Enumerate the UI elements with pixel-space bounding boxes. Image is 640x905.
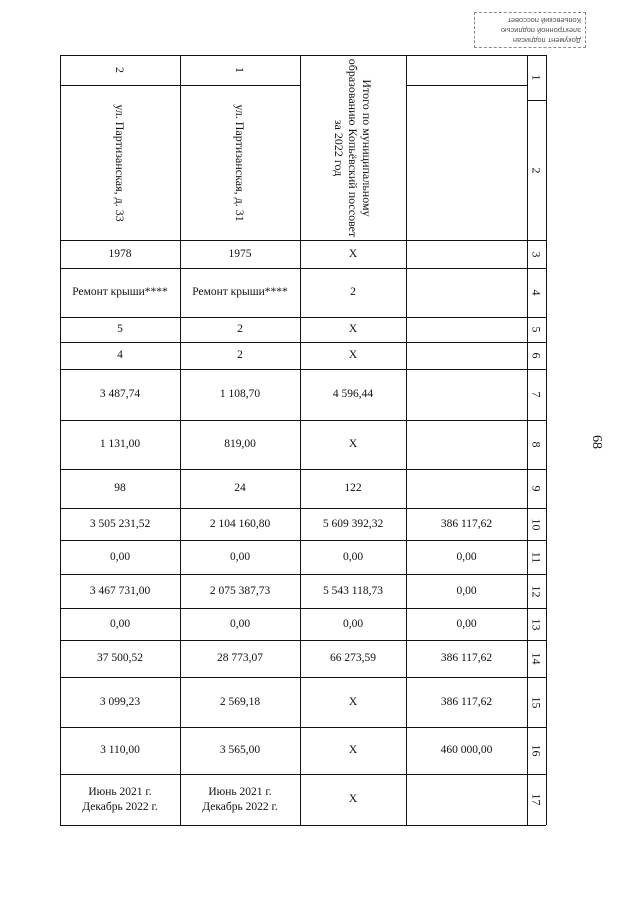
signature-stamp — [474, 12, 586, 48]
row-number-text: 17 — [529, 793, 544, 806]
row-number-text: 7 — [529, 391, 544, 398]
table-cell-extra — [406, 317, 527, 342]
table-cell-house33: 0,00 — [109, 617, 131, 630]
table-cell-total: Х — [348, 349, 358, 361]
row-number-text: 5 — [529, 326, 544, 333]
row-number — [527, 342, 545, 369]
row-number — [527, 469, 545, 508]
table-cell-extra — [406, 774, 527, 825]
table-cell-house31: Июнь 2021 г. Декабрь 2022 г. — [202, 785, 278, 813]
table-cell-house33: 3 110,00 — [100, 744, 140, 756]
row-number-text: 14 — [529, 652, 544, 665]
table-cell-house31: 1975 — [228, 247, 252, 260]
table-cell-extra — [406, 369, 527, 420]
table-cell-house33: 5 — [117, 323, 123, 335]
table-cell-extra: 386 117,62 — [440, 695, 493, 708]
row-number — [527, 727, 545, 774]
table-cell-house33: 3 487,74 — [99, 388, 141, 400]
row-number — [527, 420, 545, 469]
header-object-name — [180, 85, 300, 240]
table-cell-total: 5 609 392,32 — [322, 517, 384, 530]
header-total-label-text: Итого по муниципальному образованию Копьёвский поссовет за 2022 год — [332, 58, 374, 237]
table-cell-total: 0,00 — [342, 550, 364, 563]
table-cell-house31: 2 104 160,80 — [209, 517, 271, 530]
header-separator-rule — [406, 85, 527, 86]
table-cell-total: 66 273,59 — [330, 652, 376, 664]
row-number-text: 10 — [529, 518, 544, 530]
row-number-text: 1 — [529, 74, 544, 81]
table-cell-house31: 28 773,07 — [217, 652, 263, 664]
table-cell-house31: 819,00 — [224, 438, 256, 450]
header-total-label — [300, 55, 406, 240]
table-cell-house33: 1978 — [108, 247, 132, 260]
row-number — [527, 640, 545, 677]
table-cell-house31: 0,00 — [229, 617, 251, 630]
row-number — [527, 317, 545, 342]
stamp-line: электронной подписью — [500, 26, 581, 35]
row-number — [527, 100, 545, 240]
table-cell-house31: 2 569,18 — [219, 695, 261, 708]
table-cell-extra — [406, 342, 527, 369]
header-object-name-text: ул. Партизанская, д. 33 — [113, 103, 127, 222]
table-cell-house31: 2 — [237, 349, 243, 361]
table-cell-house31: 2 075 387,73 — [209, 584, 271, 597]
row-number-text: 2 — [529, 167, 544, 173]
row-number — [527, 608, 545, 640]
table-cell-total: Х — [348, 744, 358, 756]
table-cell-total: 4 596,44 — [332, 388, 374, 400]
stamp-line: Копьевский поссовет — [507, 16, 581, 25]
table-cell-house31: 1 108,70 — [219, 388, 261, 400]
stamp-line: Документ подписан — [512, 36, 581, 45]
row-number-text: 8 — [529, 441, 544, 448]
table-vertical-rule — [546, 55, 547, 825]
table-cell-house33: 1 131,00 — [99, 438, 141, 450]
table-cell-extra: 386 117,62 — [440, 517, 493, 530]
row-number-text: 16 — [529, 744, 544, 757]
table-cell-total: 0,00 — [342, 617, 364, 630]
table-cell-total: 122 — [344, 482, 362, 494]
table-cell-extra — [406, 420, 527, 469]
table-cell-extra — [406, 240, 527, 268]
table-cell-house33: Ремонт крыши**** — [72, 286, 168, 298]
row-number-text: 15 — [529, 696, 544, 708]
table-cell-house33: 3 467 731,00 — [89, 584, 151, 597]
table-cell-extra: 460 000,00 — [440, 744, 493, 756]
row-number — [527, 508, 545, 540]
table-cell-house33: 0,00 — [109, 550, 131, 563]
table-cell-house33: 3 505 231,52 — [89, 517, 151, 530]
row-number — [527, 574, 545, 608]
table-cell-house31: 24 — [234, 482, 246, 494]
header-object-number — [180, 55, 300, 85]
table-cell-house33: 98 — [114, 482, 126, 494]
table-cell-house31: 2 — [237, 323, 243, 335]
row-number — [527, 55, 545, 100]
row-number-text: 3 — [529, 251, 544, 257]
row-number — [527, 240, 545, 268]
table-cell-house31: 0,00 — [229, 550, 251, 563]
table-cell-extra: 386 117,62 — [440, 652, 493, 664]
table-cell-house31: 3 565,00 — [219, 744, 261, 756]
table-cell-house33: 4 — [117, 349, 123, 361]
row-number — [527, 369, 545, 420]
table-cell-total: Х — [348, 438, 358, 450]
table-cell-total: 5 543 118,73 — [323, 584, 383, 597]
row-number-text: 13 — [529, 618, 544, 630]
row-number-text: 9 — [529, 485, 544, 492]
table-cell-extra: 0,00 — [456, 584, 477, 597]
table-cell-extra: 0,00 — [456, 617, 477, 630]
table-cell-house33: 37 500,52 — [97, 652, 143, 664]
table-cell-extra: 0,00 — [456, 550, 477, 563]
table-cell-house33: Июнь 2021 г. Декабрь 2022 г. — [82, 785, 158, 813]
row-number-text: 4 — [529, 289, 544, 296]
header-object-number-text: 1 — [233, 67, 247, 73]
table-cell-total: Х — [348, 793, 358, 805]
row-number — [527, 268, 545, 317]
row-number-text: 12 — [529, 585, 544, 597]
table-horizontal-rule — [60, 825, 546, 826]
row-number — [527, 774, 545, 825]
row-number-text: 11 — [529, 551, 544, 563]
table-cell-extra — [406, 469, 527, 508]
header-object-name-text: ул. Партизанская, д. 31 — [233, 103, 247, 222]
table-cell-total: Х — [348, 247, 358, 260]
page-number: 68 — [589, 435, 604, 449]
table-cell-house33: 3 099,23 — [99, 695, 141, 708]
table-cell-total: 2 — [350, 286, 356, 298]
table-cell-extra — [406, 268, 527, 317]
table-cell-house31: Ремонт крыши**** — [192, 286, 288, 298]
table-cell-total: Х — [348, 323, 358, 335]
row-number-text: 6 — [529, 352, 544, 359]
header-object-number — [60, 55, 180, 85]
row-number — [527, 540, 545, 574]
row-number — [527, 677, 545, 727]
header-object-name — [60, 85, 180, 240]
header-object-number-text: 2 — [113, 67, 127, 73]
table-cell-total: Х — [348, 695, 358, 708]
